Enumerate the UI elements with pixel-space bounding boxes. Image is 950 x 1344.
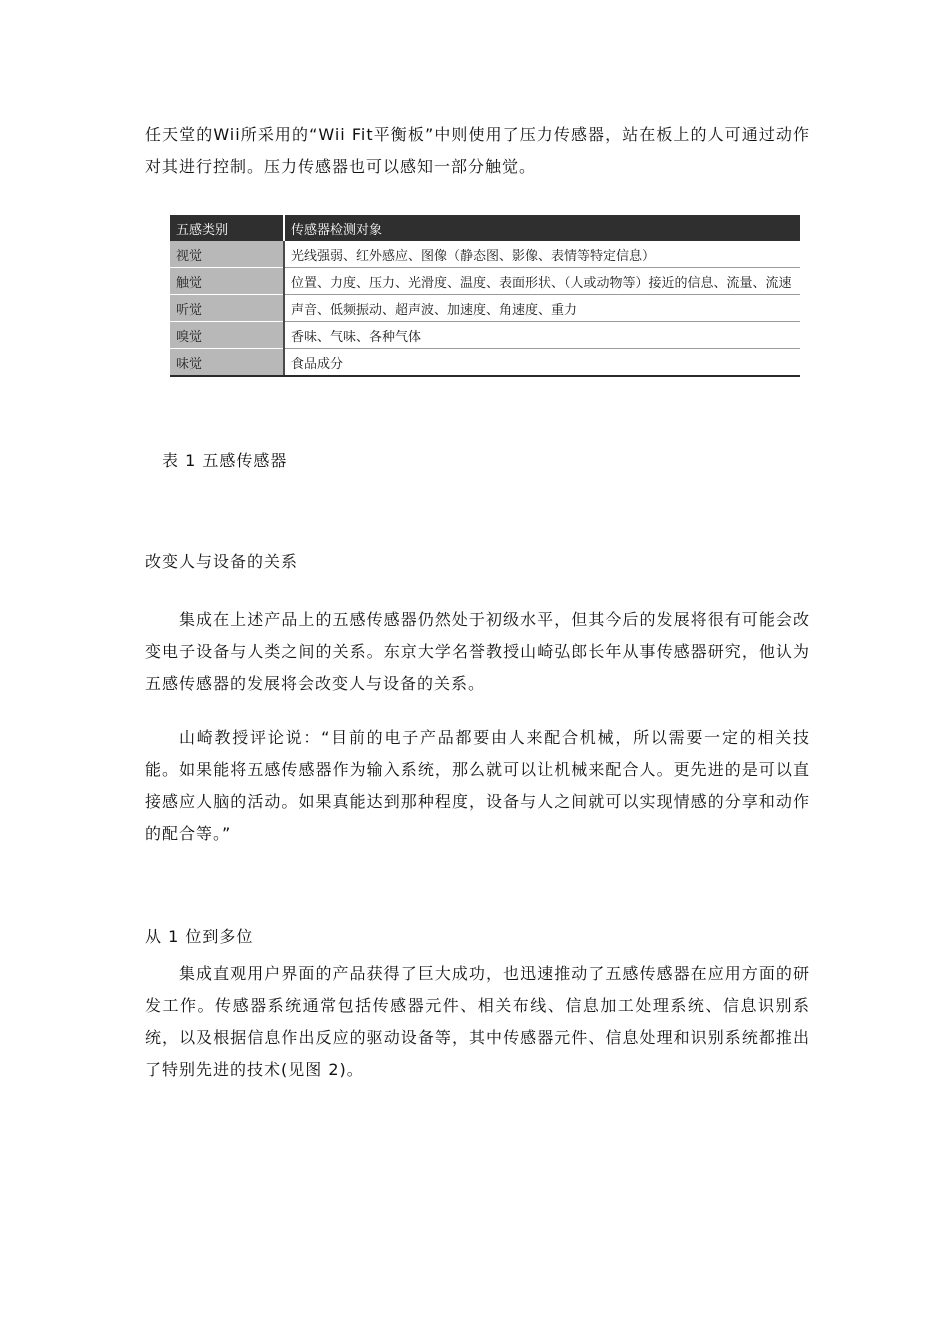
- row-objects: 香味、气味、各种气体: [284, 322, 800, 349]
- table-row: [170, 268, 800, 295]
- row-category: 味觉: [170, 349, 284, 376]
- table-header-row: [170, 215, 800, 241]
- table-row: [170, 295, 800, 322]
- section2-paragraph: 集成直观用户界面的产品获得了巨大成功，也迅速推动了五感传感器在应用方面的研发工作。传感器系统通常包括传感器元件、相关布线、信息加工处理系统、信息识别系统，以及根据信息作出反应的驱动设备等，其中传感器元件、信息处理和识别系统都推出了特别先进的技术(见图 2)。: [145, 964, 810, 1079]
- row-objects: 声音、低频振动、超声波、加速度、角速度、重力: [284, 295, 800, 322]
- table-caption: 表 1 五感传感器: [162, 451, 288, 470]
- row-category: 嗅觉: [170, 322, 284, 349]
- table-row: [170, 349, 800, 376]
- section2-heading: 从 1 位到多位: [145, 927, 254, 946]
- row-objects: 食品成分: [291, 356, 344, 372]
- five-senses-table: [170, 215, 800, 377]
- table-row: [170, 241, 800, 268]
- section1-heading: 改变人与设备的关系: [145, 552, 299, 571]
- row-category: 听觉: [170, 295, 284, 322]
- section1-paragraph2: 山崎教授评论说：“目前的电子产品都要由人来配合机械，所以需要一定的相关技能。如果能将五感传感器作为输入系统，那么就可以让机械来配合人。更先进的是可以直接感应人脑的活动。如果真能达到那种程度，设备与人之间就可以实现情感的分享和动作的配合等。”: [145, 728, 810, 843]
- row-objects: 位置、力度、压力、光滑度、温度、表面形状、（人或动物等）接近的信息、流量、流速: [284, 268, 800, 295]
- row-objects: 光线强弱、红外感应、图像（静态图、影像、表情等特定信息）: [284, 241, 800, 268]
- intro-paragraph: 任天堂的Wii所采用的“Wii Fit平衡板”中则使用了压力传感器，站在板上的人可通过动作对其进行控制。压力传感器也可以感知一部分触觉。: [145, 125, 810, 176]
- sense-table: [170, 215, 800, 375]
- header-category: 五感类别: [170, 215, 284, 241]
- section1-paragraph1: 集成在上述产品上的五感传感器仍然处于初级水平，但其今后的发展将很有可能会改变电子设备与人类之间的关系。东京大学名誉教授山崎弘郎长年从事传感器研究，他认为五感传感器的发展将会改变人与设备的关系。: [145, 610, 810, 693]
- header-objects: 传感器检测对象: [284, 215, 800, 241]
- table-row: [170, 322, 800, 349]
- row-category: 视觉: [170, 241, 284, 268]
- row-category: 触觉: [170, 268, 284, 295]
